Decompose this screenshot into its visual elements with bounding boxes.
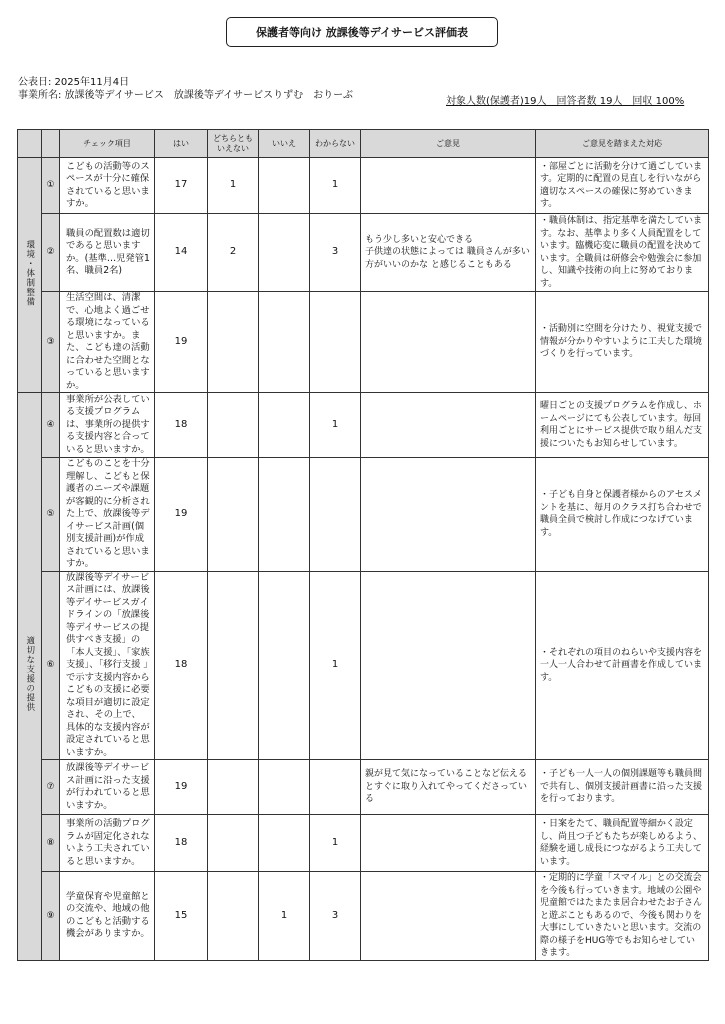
header-unknown: わからない <box>310 130 361 158</box>
response: ・定期的に学童「スマイル」との交流会を今後も行っていきます。地域の公園や児童館ではたまたま居合わせたお子さんと遊ぶこともあるので、今後も関わりを大事にしていきたいと思います。交流の際の様子をHUG等でもお知らせしていきます。 <box>536 872 709 961</box>
opinion <box>361 158 536 214</box>
yes-count: 14 <box>155 214 208 292</box>
header-response: ご意見を踏まえた対応 <box>536 130 709 158</box>
no-count <box>259 292 310 393</box>
item-number: ③ <box>42 292 60 393</box>
category-label: 適切な支援の提供 <box>24 636 35 712</box>
check-item: 放課後等デイサービス計画に沿った支援が行われていると思いますか。 <box>60 760 155 815</box>
category-environment <box>18 158 42 393</box>
response: ・部屋ごとに活動を分けて過ごしています。定期的に配置の見直しを行いながら適切なスペースの確保に努めていきます。 <box>536 158 709 214</box>
header-no: いいえ <box>259 130 310 158</box>
neither-count: 1 <box>208 158 259 214</box>
neither-count <box>208 815 259 872</box>
check-item: こどものことを十分理解し、こどもと保護者のニーズや課題が客観的に分析された上で、放課後等デイサービス計画(個別支援計画)が作成されていると思いますか。 <box>60 458 155 572</box>
header-opinion: ご意見 <box>361 130 536 158</box>
no-count <box>259 815 310 872</box>
check-item: 学童保育や児童館との交流や、地域の他のこどもと活動する機会がありますか。 <box>60 872 155 961</box>
opinion <box>361 292 536 393</box>
evaluation-table <box>17 129 709 961</box>
yes-count: 17 <box>155 158 208 214</box>
unknown-count: 1 <box>310 393 361 458</box>
item-number: ① <box>42 158 60 214</box>
office-name: 事業所名: 放課後等デイサービス 放課後等デイサービスりずむ おりーぶ <box>18 90 353 101</box>
response: ・職員体制は、指定基準を満たしています。なお、基準より多く人員配置をしています。臨機応変に職員の配置を決めています。全職員は研修会や勉強会に参加し、知識や技術の向上に努めております。 <box>536 214 709 292</box>
table-row <box>18 292 709 393</box>
no-count <box>259 393 310 458</box>
neither-count <box>208 571 259 760</box>
opinion <box>361 815 536 872</box>
check-item: 放課後等デイサービス計画には、放課後等デイサービスガイドラインの「放課後等デイサービスの提供すべき支援」の「本人支援」、「家族支援」、「移行支援 」で示す支援内容からこどもの支援に必要な項目が適切に設定され、その上で、具体的な支援内容が設定されていると思いますか。 <box>60 571 155 760</box>
opinion <box>361 571 536 760</box>
no-count <box>259 214 310 292</box>
item-number: ⑥ <box>42 571 60 760</box>
item-number: ② <box>42 214 60 292</box>
yes-count: 19 <box>155 292 208 393</box>
opinion: 親が見て気になっていることなど伝えるとすぐに取り入れてやってくださっている <box>361 760 536 815</box>
neither-count <box>208 458 259 572</box>
header-row <box>18 130 709 158</box>
unknown-count: 1 <box>310 571 361 760</box>
unknown-count <box>310 292 361 393</box>
yes-count: 18 <box>155 815 208 872</box>
opinion <box>361 872 536 961</box>
response: ・子ども一人一人の個別課題等も職員間で共有し、個別支援計画書に沿った支援を行っております。 <box>536 760 709 815</box>
neither-count <box>208 292 259 393</box>
no-count <box>259 760 310 815</box>
table-row <box>18 815 709 872</box>
neither-count <box>208 760 259 815</box>
unknown-count: 3 <box>310 872 361 961</box>
no-count <box>259 458 310 572</box>
no-count: 1 <box>259 872 310 961</box>
neither-count <box>208 393 259 458</box>
response: 曜日ごとの支援プログラムを作成し、ホームページにても公表しています。毎回利用ごとにサービス提供で取り組んだ支援についたもお知らせしています。 <box>536 393 709 458</box>
yes-count: 19 <box>155 760 208 815</box>
no-count <box>259 158 310 214</box>
response: ・日案をたて、職員配置等細かく設定し、尚且つ子どもたちが楽しめるよう、経験を通し成長につながるよう工夫しています。 <box>536 815 709 872</box>
check-item: 事業所の活動プログラムが固定化されないよう工夫されていると思いますか。 <box>60 815 155 872</box>
check-item: 職員の配置数は適切であると思いますか。(基準…児発管1名、職員2名) <box>60 214 155 292</box>
yes-count: 18 <box>155 393 208 458</box>
check-item: こどもの活動等のスペースが十分に確保されていると思いますか。 <box>60 158 155 214</box>
unknown-count: 3 <box>310 214 361 292</box>
response: ・それぞれの項目のねらいや支援内容を一人一人合わせて計画書を作成しています。 <box>536 571 709 760</box>
header-category <box>18 130 42 158</box>
neither-count: 2 <box>208 214 259 292</box>
unknown-count: 1 <box>310 158 361 214</box>
table-row <box>18 760 709 815</box>
opinion: もう少し多いと安心できる 子供達の状態によっては 職員さんが多い方がいいのかな と感じることもある <box>361 214 536 292</box>
opinion <box>361 458 536 572</box>
unknown-count: 1 <box>310 815 361 872</box>
check-item: 生活空間は、清潔で、心地よく過ごせる環境になっていると思いますか。また、こども達の活動に合わせた空間となっていると思いますか。 <box>60 292 155 393</box>
check-item: 事業所が公表している支援プログラムは、事業所の提供する支援内容と合っていると思いますか。 <box>60 393 155 458</box>
item-number: ⑨ <box>42 872 60 961</box>
category-support <box>18 393 42 961</box>
table-row <box>18 214 709 292</box>
header-neither: どちらともいえない <box>208 130 259 158</box>
table-row <box>18 872 709 961</box>
yes-count: 18 <box>155 571 208 760</box>
yes-count: 19 <box>155 458 208 572</box>
response: ・活動別に空間を分けたり、視覚支援で情報が分かりやすいように工夫した環境づくりを行っています。 <box>536 292 709 393</box>
neither-count <box>208 872 259 961</box>
table-row <box>18 158 709 214</box>
item-number: ⑧ <box>42 815 60 872</box>
unknown-count <box>310 458 361 572</box>
item-number: ⑤ <box>42 458 60 572</box>
item-number: ⑦ <box>42 760 60 815</box>
category-label: 環境・体制整備 <box>24 239 35 306</box>
response-counts: 対象人数(保護者)19人 回答者数 19人 回収 100% <box>446 96 685 107</box>
opinion <box>361 393 536 458</box>
table-row <box>18 571 709 760</box>
response: ・子ども自身と保護者様からのアセスメントを基に、毎月のクラス打ち合わせで職員全員で検討し作成につなげています。 <box>536 458 709 572</box>
header-number <box>42 130 60 158</box>
header-check-item: チェック項目 <box>60 130 155 158</box>
table-row <box>18 393 709 458</box>
no-count <box>259 571 310 760</box>
yes-count: 15 <box>155 872 208 961</box>
document-title: 保護者等向け 放課後等デイサービス評価表 <box>226 17 498 47</box>
publish-date: 公表日: 2025年11月4日 <box>18 77 130 88</box>
header-yes: はい <box>155 130 208 158</box>
item-number: ④ <box>42 393 60 458</box>
table-row <box>18 458 709 572</box>
unknown-count <box>310 760 361 815</box>
